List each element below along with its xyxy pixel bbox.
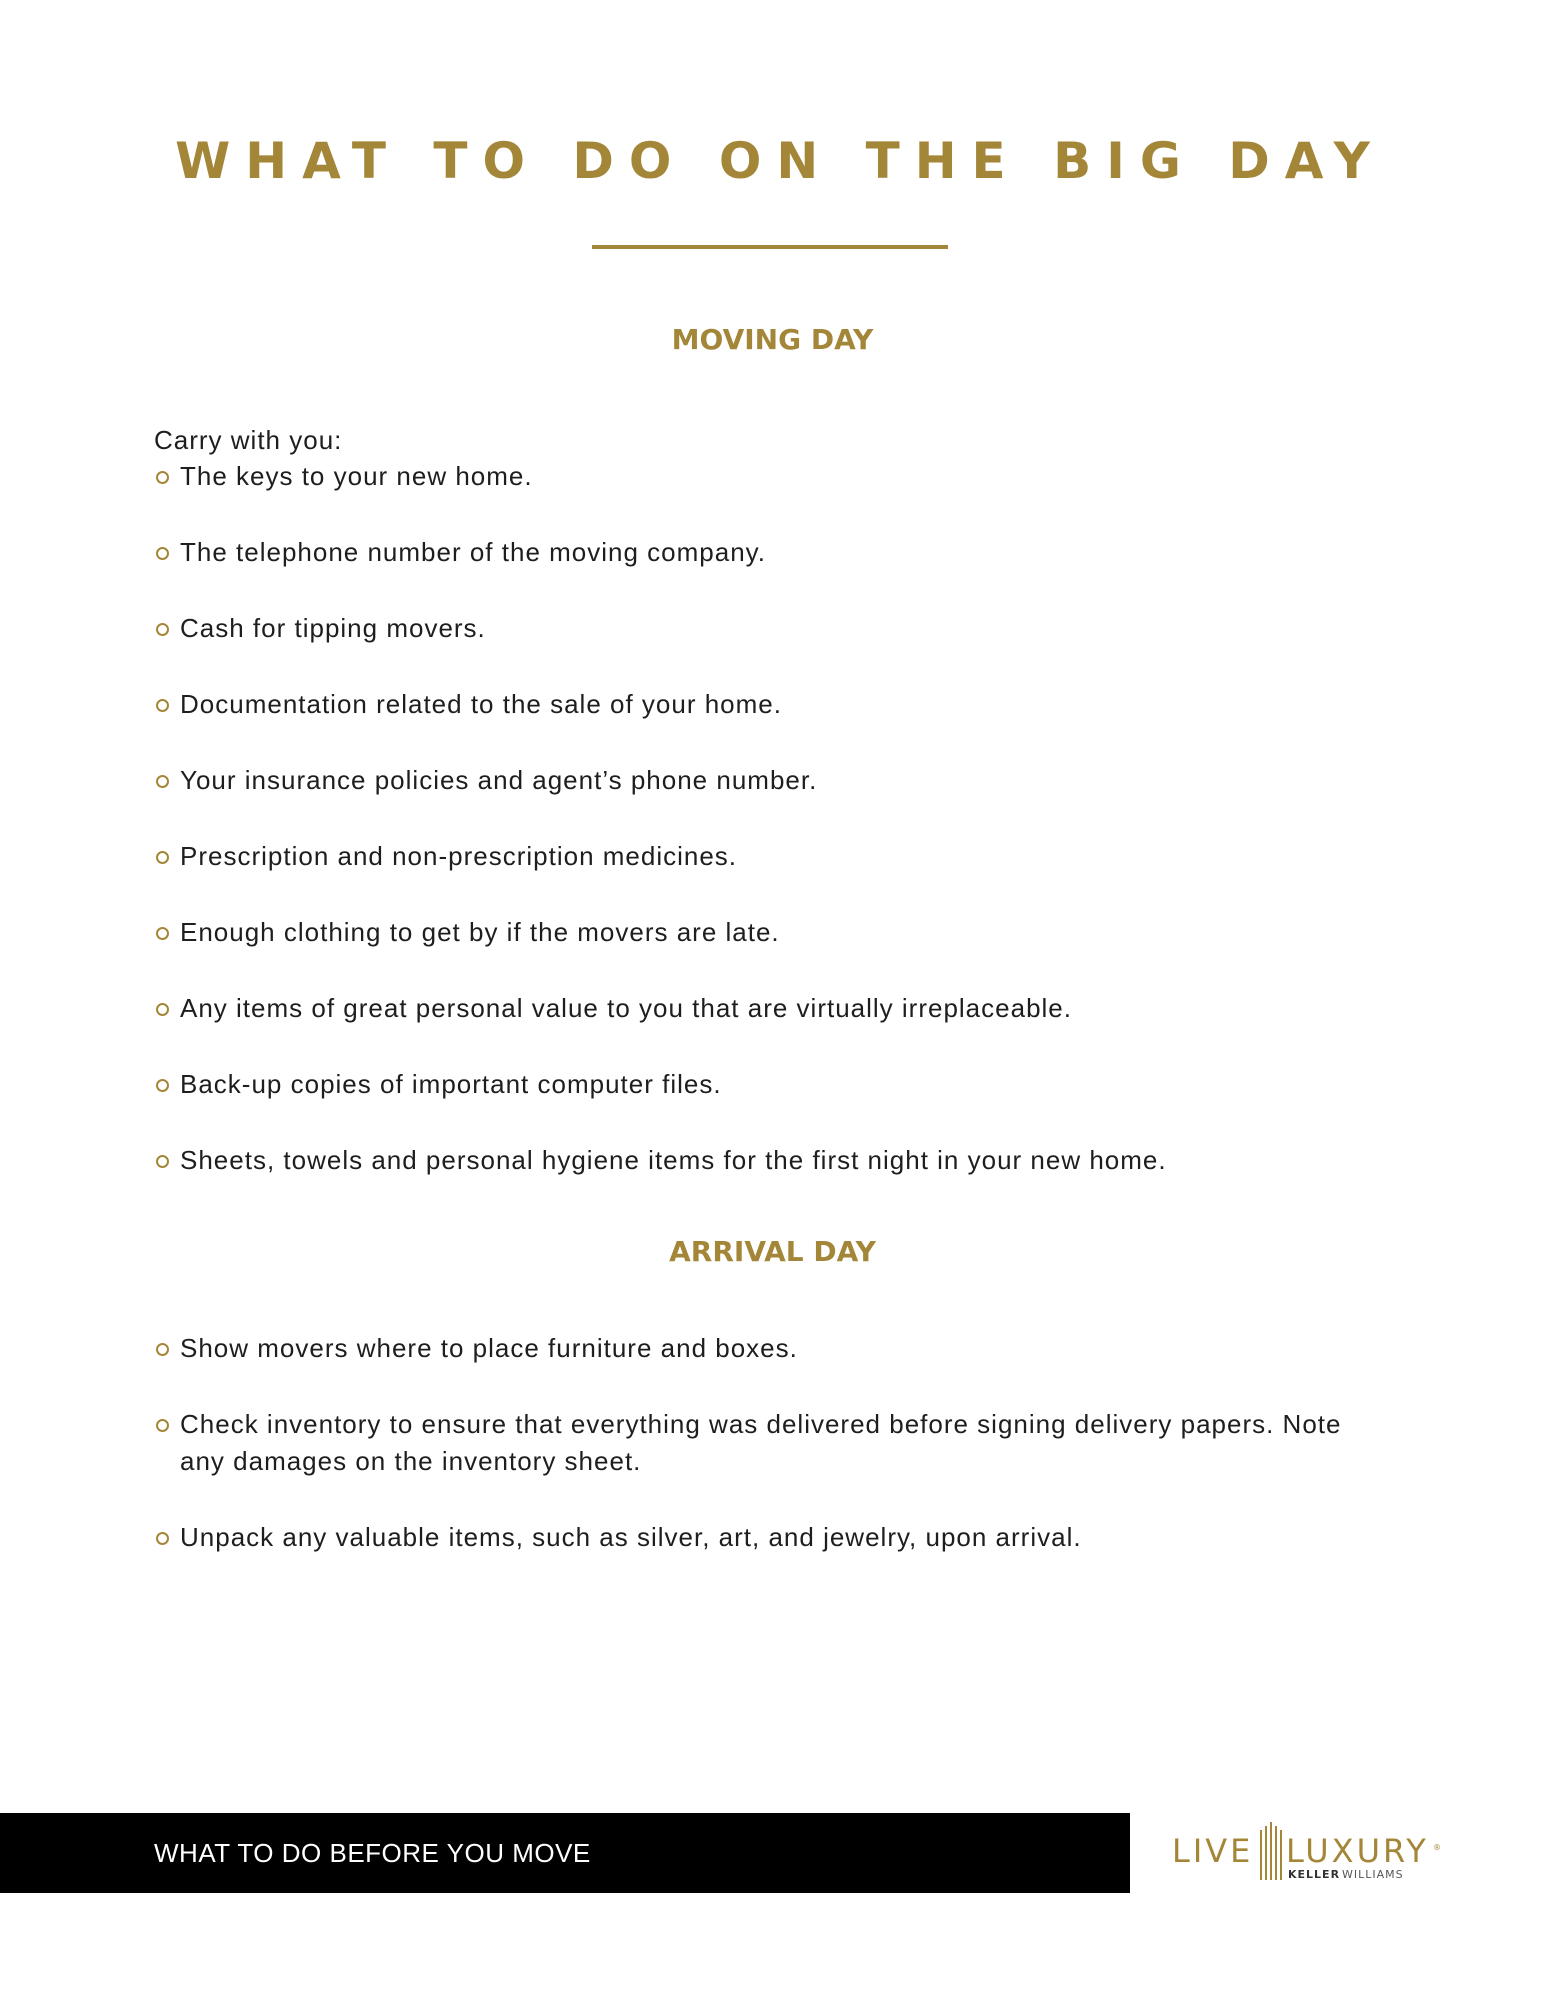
logo-sub-williams: WILLIAMS [1342,1868,1404,1881]
logo-word-live: LIVE [1172,1832,1254,1870]
footer-bar [0,1813,1130,1893]
list-item: Unpack any valuable items, such as silver, art, and jewelry, upon arrival. [154,1519,1394,1556]
list-item: Check inventory to ensure that everything was delivered before signing delivery papers. Note any damages on the inventory sheet. [154,1406,1394,1480]
footer-label: WHAT TO DO BEFORE YOU MOVE [154,1838,591,1868]
circle-bullet-icon [156,547,169,560]
list-item: Your insurance policies and agent’s phone number. [154,762,1394,799]
circle-bullet-icon [156,1003,169,1016]
registered-mark: ® [1433,1843,1441,1852]
list-item: Any items of great personal value to you that are virtually irreplaceable. [154,990,1394,1027]
circle-bullet-icon [156,471,169,484]
moving-day-list [154,458,1394,1218]
page-title: WHAT TO DO ON THE BIG DAY [175,132,1385,190]
arrival-day-list [154,1330,1394,1595]
list-item: Documentation related to the sale of your home. [154,686,1394,723]
moving-day-heading: MOVING DAY [671,323,874,356]
carry-with-you-intro: Carry with you: [154,425,343,455]
list-item: The keys to your new home. [154,458,1394,495]
circle-bullet-icon [156,1079,169,1092]
logo-sub-keller: KELLER [1288,1868,1341,1881]
logo-pillars-icon [1260,1822,1282,1880]
circle-bullet-icon [156,927,169,940]
list-item: Cash for tipping movers. [154,610,1394,647]
live-luxury-logo [1172,1822,1442,1884]
list-item: Back-up copies of important computer files. [154,1066,1394,1103]
circle-bullet-icon [156,775,169,788]
list-item: Show movers where to place furniture and boxes. [154,1330,1394,1367]
circle-bullet-icon [156,851,169,864]
list-item: Prescription and non-prescription medicines. [154,838,1394,875]
list-item: The telephone number of the moving company. [154,534,1394,571]
list-item: Enough clothing to get by if the movers are late. [154,914,1394,951]
title-divider [592,245,948,249]
circle-bullet-icon [156,1343,169,1356]
circle-bullet-icon [156,1155,169,1168]
arrival-day-heading: ARRIVAL DAY [669,1235,876,1268]
circle-bullet-icon [156,1419,169,1432]
list-item: Sheets, towels and personal hygiene items for the first night in your new home. [154,1142,1394,1179]
circle-bullet-icon [156,623,169,636]
circle-bullet-icon [156,699,169,712]
logo-word-luxury: LUXURY [1286,1832,1429,1870]
circle-bullet-icon [156,1532,169,1545]
